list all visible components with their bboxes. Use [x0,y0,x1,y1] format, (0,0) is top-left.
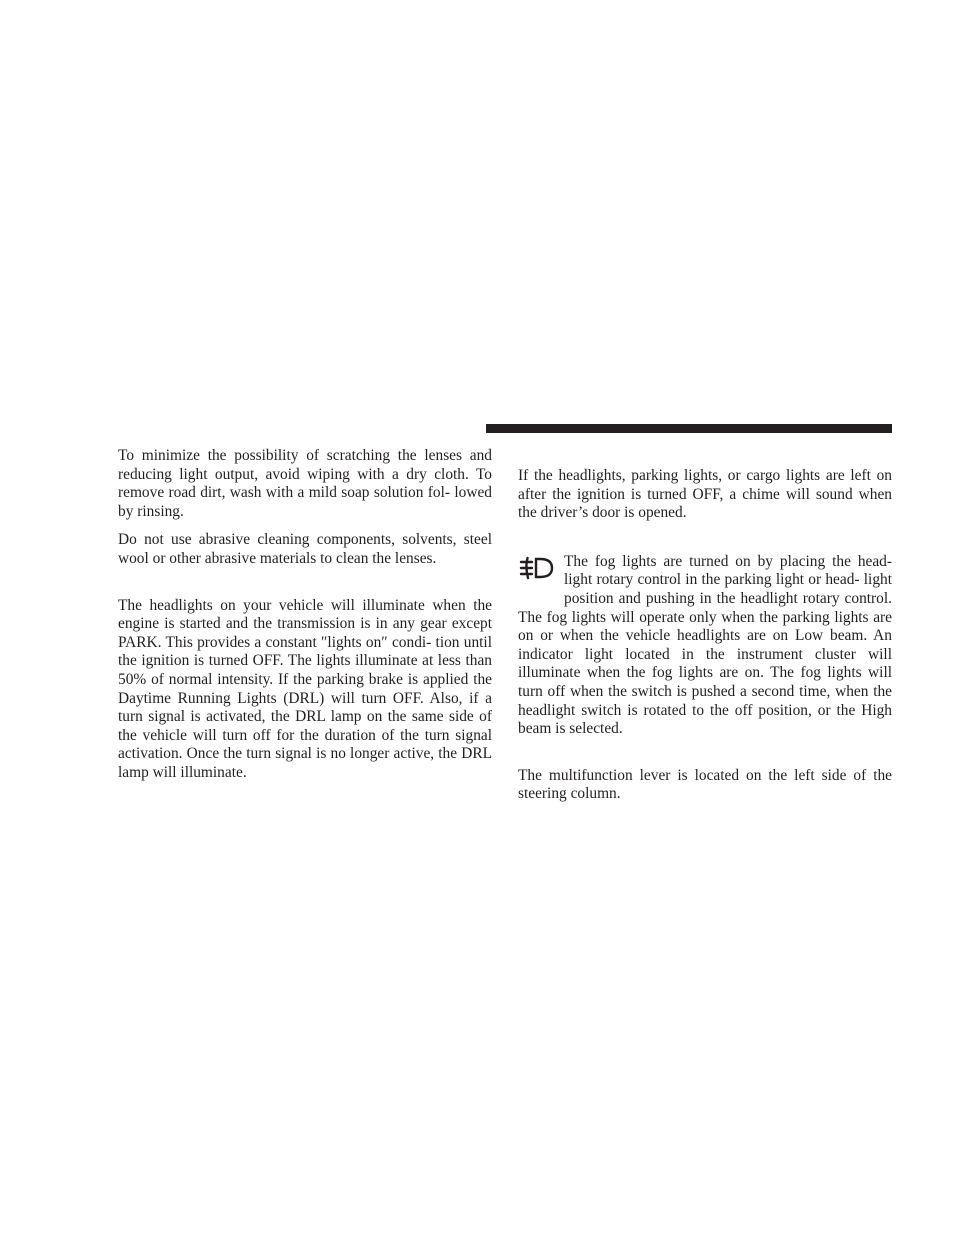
multifunction-lever-paragraph: The multifunction lever is located on the left side of the steering column. [518,766,892,803]
right-column [518,467,892,804]
front-fog-light-icon [518,555,558,595]
left-column [118,447,492,783]
abrasive-warning-paragraph: Do not use abrasive cleaning components, solvents, steel wool or other abrasive materials to clean the lenses. [118,531,492,567]
lens-cleaning-paragraph: To minimize the possibility of scratching the lenses and reducing light output, avoid wiping with a dry cloth. To remove road dirt, wash with a mild soap solution fol- lowed by rinsing. [118,447,492,520]
chime-paragraph: If the headlights, parking lights, or cargo lights are left on after the ignition is turned OFF, a chime will sound when the driver’s door is opened. [518,467,892,522]
fog-lights-paragraph: The fog lights are turned on by placing the head- light rotary control in the parking light or head- light position and pushing in the headlight rotary control. The fog lights will operate only when the parking lights are on or when the vehicle headlights are on Low beam. An indicator light located in the instrument cluster will illuminate when the fog lights are on. The fog lights will turn off when the switch is pushed a second time, when the headlight switch is rotated to the off position, or the High beam is selected. [518,552,892,738]
drl-paragraph: The headlights on your vehicle will illuminate when the engine is started and the transmission is in any gear except PARK. This provides a constant ″lights on″ condi- tion until the ignition is turned OFF. The lights illuminate at less than 50% of normal intensity. If the parking brake is applied the Daytime Running Lights (DRL) will turn OFF. Also, if a turn signal is activated, the DRL lamp on the same side of the vehicle will turn off for the duration of the turn signal activation. Once the turn signal is no longer active, the DRL lamp will illuminate. [118,596,492,781]
section-header-rule [486,424,892,433]
fog-lights-block [518,553,892,739]
